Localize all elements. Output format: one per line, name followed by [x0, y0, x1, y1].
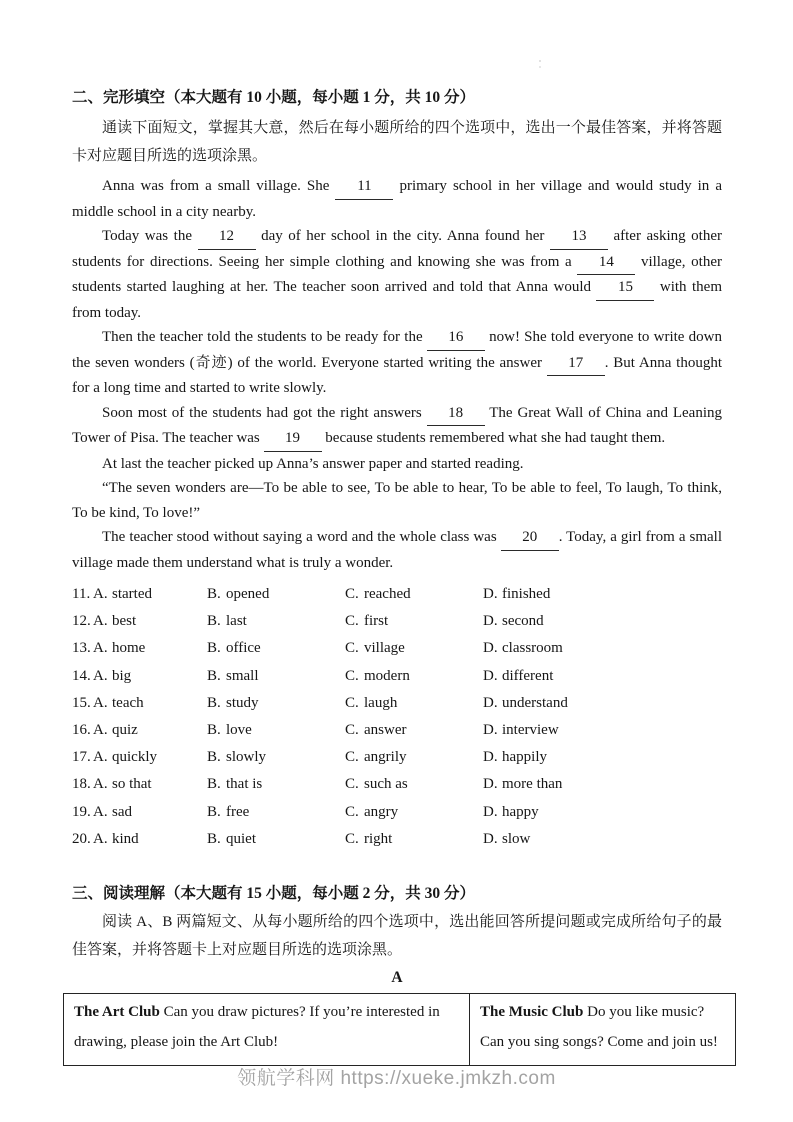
option-letter: B. [207, 613, 221, 630]
option-letter: C. [345, 749, 359, 766]
option-20-b [207, 826, 345, 853]
cloze-blank-16: 16 [427, 325, 485, 351]
option-word: quickly [112, 749, 157, 766]
option-letter: C. [345, 640, 359, 657]
option-18-b [207, 771, 345, 798]
option-row-13 [72, 635, 722, 662]
option-letter: B. [207, 586, 221, 602]
option-13-b [207, 635, 345, 662]
option-letter: D. [483, 640, 498, 657]
option-12-c [345, 608, 483, 635]
option-17-b [207, 744, 345, 771]
option-letter: C. [345, 694, 359, 711]
option-word: laugh [364, 694, 398, 711]
option-letter: B. [207, 667, 221, 684]
cloze-blank-20: 20 [501, 525, 559, 551]
option-word: angry [364, 803, 399, 820]
option-letter: A. [93, 613, 108, 630]
cloze-blank-13: 13 [550, 224, 608, 250]
option-14-d [483, 663, 722, 690]
option-letter: C. [345, 803, 359, 820]
option-word: last [226, 613, 247, 630]
option-word: angrily [364, 749, 407, 766]
option-letter: B. [207, 722, 221, 739]
option-16-d [483, 717, 722, 744]
option-word: second [502, 613, 544, 630]
option-14-a [93, 663, 207, 690]
club-cell-art: The Art Club Can you draw pictures? If you’re interested in drawing, please join the Art Club! [64, 994, 470, 1066]
option-15-c [345, 690, 483, 717]
option-letter: A. [93, 722, 108, 739]
section-reading-instructions: 阅读 A、B 两篇短文、从每小题所给的四个选项中，选出能回答所提问题或完成所给句子的最佳答案，并将答题卡上对应题目所选的选项涂黑。 [72, 914, 722, 959]
passage-paragraph: Then the teacher told the students to be ready for the 16 now! She told everyone to write down the seven wonders (奇迹) of the world. Everyone started writing the answer 17 . But Anna thought for a long time and started to write slowly. [72, 325, 722, 401]
option-letter: C. [345, 722, 359, 739]
option-14-b [207, 663, 345, 690]
option-letter: C. [345, 667, 359, 684]
option-15-b [207, 690, 345, 717]
option-row-18 [72, 771, 722, 798]
option-letter: A. [93, 776, 108, 793]
option-word: happy [502, 803, 539, 820]
option-number: 19. [72, 803, 91, 820]
option-word: that is [226, 776, 263, 793]
option-13-a [93, 635, 207, 662]
option-row-12 [72, 608, 722, 635]
option-row-14 [72, 663, 722, 690]
cloze-blank-17: 17 [547, 351, 605, 377]
passage-paragraph: Today was the 12 day of her school in the city. Anna found her 13 after asking other students for directions. Seeing her simple clothing and knowing she was from a 14 village, other students started laughing at her. The teacher soon arrived and told that Anna would 15 with them from today. [72, 224, 722, 325]
option-letter: B. [207, 694, 221, 711]
option-letter: C. [345, 613, 359, 630]
option-word: so that [112, 776, 152, 793]
section-cloze-title: 二、完形填空（本大题有 10 小题，每小题 1 分，共 10 分） [72, 89, 476, 106]
option-letter: A. [93, 694, 108, 711]
option-row-11 [72, 581, 722, 608]
option-letter: B. [207, 830, 221, 847]
option-17-c [345, 744, 483, 771]
scan-artifact-dot [539, 60, 541, 62]
option-word: more than [502, 776, 563, 793]
option-16-c [345, 717, 483, 744]
option-number: 16. [72, 722, 91, 739]
cloze-blank-18: 18 [427, 401, 485, 427]
option-letter: A. [93, 803, 108, 820]
option-15-d [483, 690, 722, 717]
option-word: such as [364, 776, 408, 793]
option-letter: D. [483, 586, 498, 602]
option-word: slow [502, 830, 531, 847]
option-13-c [345, 635, 483, 662]
option-number: 14. [72, 667, 91, 684]
passage-paragraph: At last the teacher picked up Anna’s answer paper and started reading. [102, 455, 524, 472]
option-letter: B. [207, 640, 221, 657]
option-letter: A. [93, 586, 108, 602]
option-word: different [502, 667, 554, 684]
section-reading-title: 三、阅读理解（本大题有 15 小题，每小题 2 分，共 30 分） [72, 885, 476, 903]
option-word: modern [364, 667, 410, 684]
option-letter: B. [207, 776, 221, 793]
option-letter: D. [483, 749, 498, 766]
option-17-d [483, 744, 722, 771]
passage-paragraph: Soon most of the students had got the right answers 18 The Great Wall of China and Leaning Tower of Pisa. The teacher was 19 because students remembered what she had taught them. [72, 401, 722, 452]
option-letter: D. [483, 694, 498, 711]
option-20-d [483, 826, 722, 853]
option-letter: C. [345, 776, 359, 793]
option-letter: A. [93, 749, 108, 766]
option-letter: D. [483, 613, 498, 630]
option-row-20 [72, 826, 722, 853]
option-15-a [93, 690, 207, 717]
club-cell-music: The Music Club Do you like music? Can you sing songs? Come and join us! [470, 994, 736, 1066]
option-16-b [207, 717, 345, 744]
option-letter: A. [93, 830, 108, 847]
option-16-a [93, 717, 207, 744]
passage-paragraph: The teacher stood without saying a word and the whole class was 20 . Today, a girl from a small village made them understand what is truly a wonder. [72, 525, 722, 575]
option-word: happily [502, 749, 547, 766]
cloze-blank-19: 19 [264, 426, 322, 452]
option-letter: B. [207, 749, 221, 766]
option-12-b [207, 608, 345, 635]
cloze-passage [72, 174, 722, 575]
option-letter: D. [483, 776, 498, 793]
option-word: understand [502, 694, 568, 711]
option-word: small [226, 667, 259, 684]
passage-paragraph: “The seven wonders are—To be able to see, To be able to hear, To be able to feel, To laugh, To think, To be kind, To love!” [72, 480, 722, 521]
option-19-a [93, 799, 207, 826]
cloze-blank-12: 12 [198, 224, 256, 250]
passage-paragraph: Anna was from a small village. She 11 primary school in her village and would study in a middle school in a city nearby. [72, 174, 722, 224]
reading-passage-label: A [391, 969, 403, 987]
option-12-a [93, 608, 207, 635]
option-letter: A. [93, 667, 108, 684]
option-word: teach [112, 694, 144, 711]
option-word: love [226, 722, 252, 739]
option-row-19 [72, 799, 722, 826]
cloze-blank-15: 15 [596, 275, 654, 301]
option-word: study [226, 694, 259, 711]
option-word: quiet [226, 830, 256, 847]
option-letter: C. [345, 830, 359, 847]
option-word: big [112, 667, 132, 684]
option-number: 11. [72, 586, 91, 602]
cloze-blank-11: 11 [335, 174, 393, 200]
option-row-16 [72, 717, 722, 744]
cloze-options-list [72, 581, 722, 853]
option-word: village [364, 640, 405, 657]
option-word: reached [364, 586, 411, 602]
option-row-15 [72, 690, 722, 717]
club-title: The Art Club [74, 1004, 160, 1021]
option-word: home [112, 640, 146, 657]
option-number: 17. [72, 749, 91, 766]
section-cloze-instructions: 通读下面短文，掌握其大意，然后在每小题所给的四个选项中，选出一个最佳答案，并将答题卡对应题目所选的选项涂黑。 [72, 120, 722, 164]
option-word: first [364, 613, 389, 630]
option-word: office [226, 640, 261, 657]
option-word: finished [502, 586, 551, 602]
option-20-a [93, 826, 207, 853]
option-18-a [93, 771, 207, 798]
option-letter: D. [483, 803, 498, 820]
section-cloze [72, 88, 722, 853]
option-word: opened [226, 586, 270, 602]
clubs-table [63, 993, 736, 1066]
option-11-c [345, 581, 483, 608]
option-letter: D. [483, 667, 498, 684]
option-letter: D. [483, 722, 498, 739]
cloze-blank-14: 14 [577, 250, 635, 276]
option-word: interview [502, 722, 559, 739]
option-11-a [93, 581, 207, 608]
option-19-c [345, 799, 483, 826]
option-letter: A. [93, 640, 108, 657]
option-letter: B. [207, 803, 221, 820]
option-11-b [207, 581, 345, 608]
section-reading [72, 884, 722, 1066]
option-19-d [483, 799, 722, 826]
option-number: 15. [72, 694, 91, 711]
page-content [72, 88, 722, 1066]
option-19-b [207, 799, 345, 826]
option-letter: C. [345, 586, 359, 602]
option-word: best [112, 613, 137, 630]
clubs-table-row [64, 994, 736, 1066]
option-11-d [483, 581, 722, 608]
option-14-c [345, 663, 483, 690]
option-letter: D. [483, 830, 498, 847]
option-word: slowly [226, 749, 267, 766]
option-number: 18. [72, 776, 91, 793]
option-17-a [93, 744, 207, 771]
option-word: started [112, 586, 152, 602]
option-word: answer [364, 722, 407, 739]
option-number: 12. [72, 613, 91, 630]
option-20-c [345, 826, 483, 853]
option-18-d [483, 771, 722, 798]
option-word: classroom [502, 640, 563, 657]
option-word: kind [112, 830, 139, 847]
option-13-d [483, 635, 722, 662]
option-word: quiz [112, 722, 138, 739]
option-12-d [483, 608, 722, 635]
option-number: 13. [72, 640, 91, 657]
club-title: The Music Club [480, 1004, 584, 1021]
option-row-17 [72, 744, 722, 771]
footer-watermark: 领航学科网 https://xueke.jmkzh.com [237, 1068, 556, 1089]
option-word: sad [112, 803, 132, 820]
option-18-c [345, 771, 483, 798]
option-number: 20. [72, 830, 91, 847]
option-word: right [364, 830, 393, 847]
option-word: free [226, 803, 250, 820]
